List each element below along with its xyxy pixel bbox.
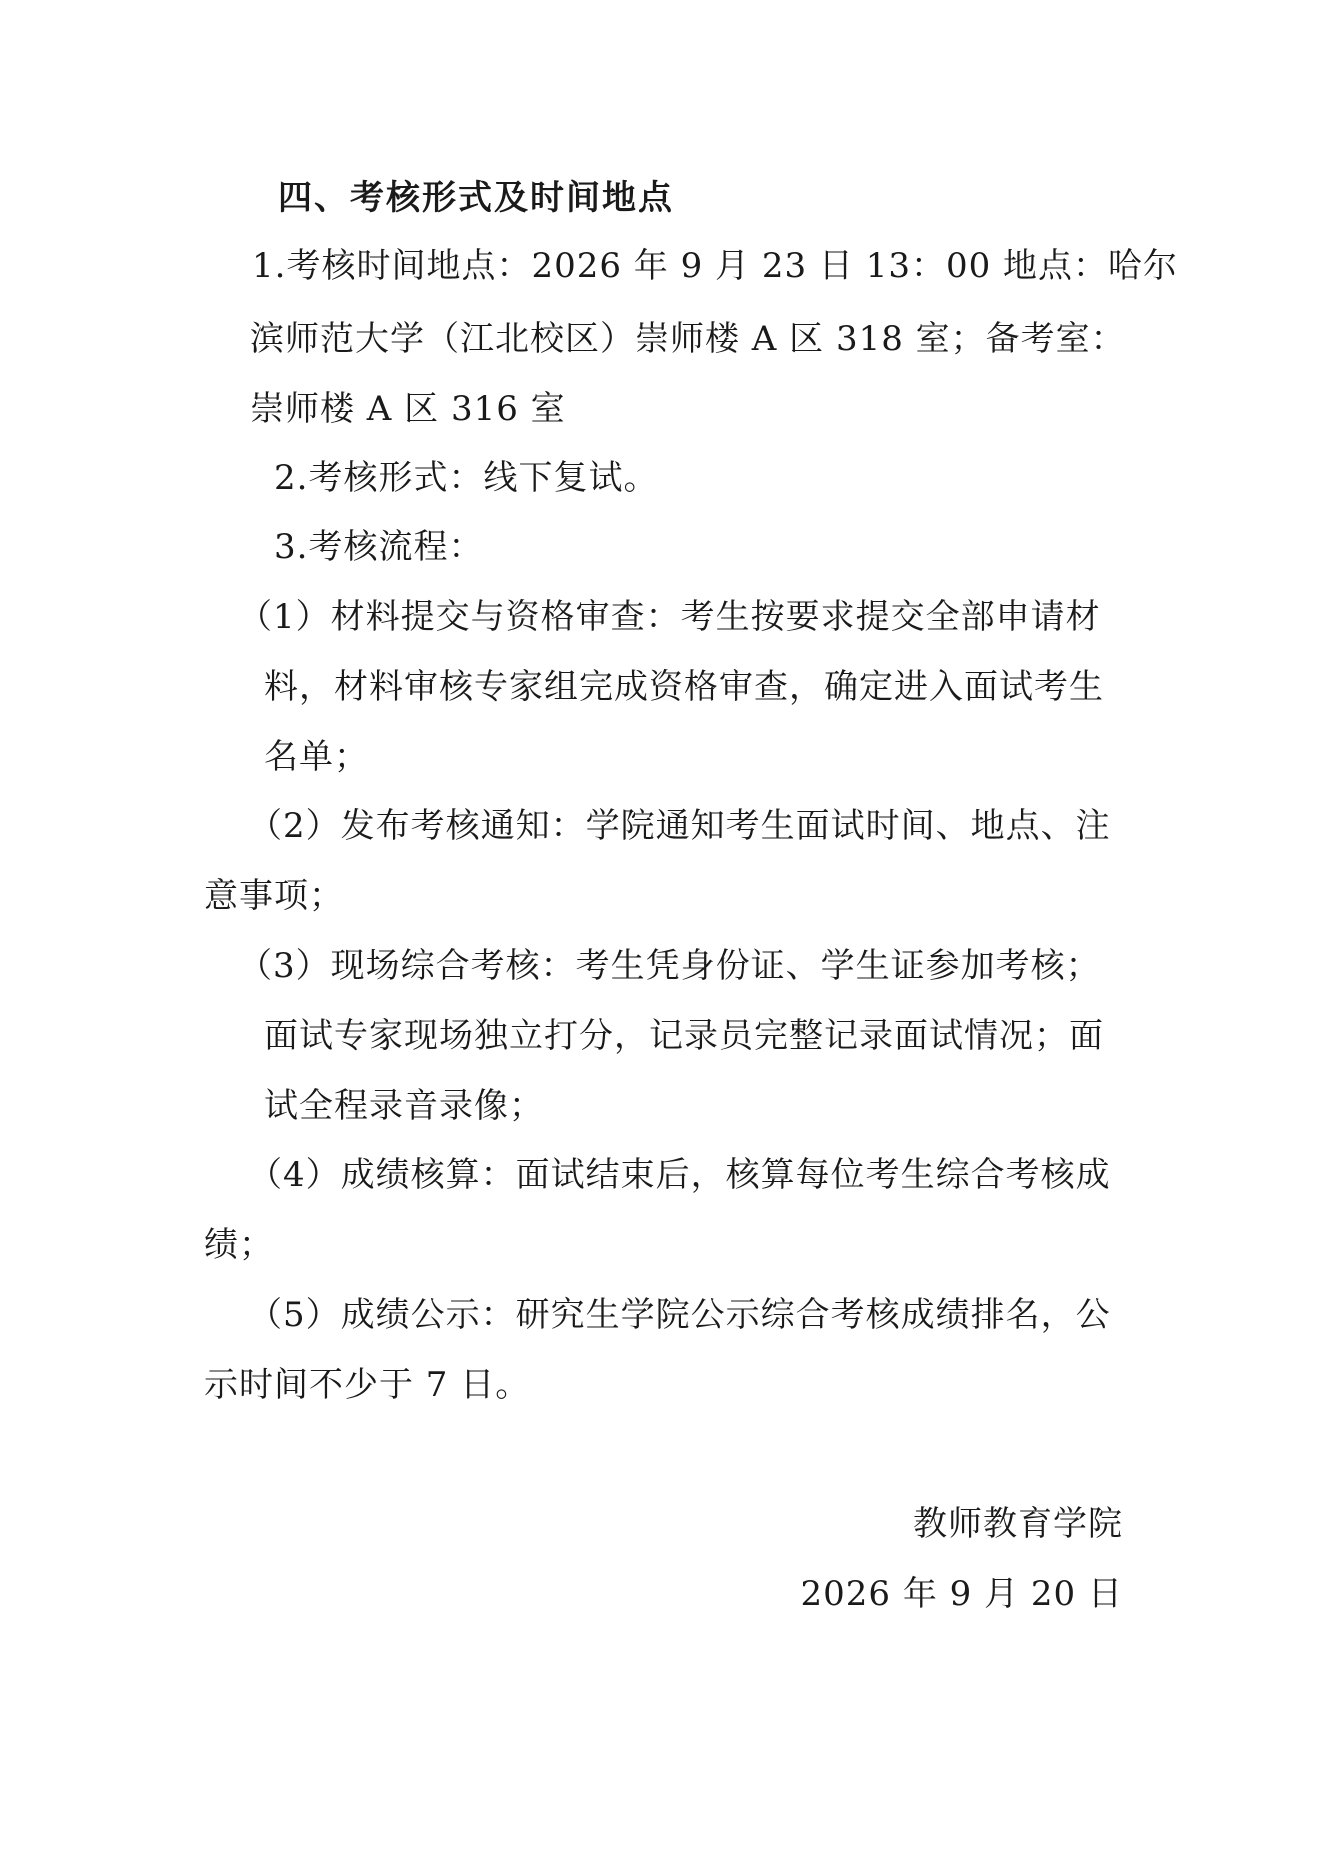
step4-line2: 绩； bbox=[204, 1225, 274, 1265]
step2-line2: 意事项； bbox=[204, 876, 344, 916]
step1-line2: 料，材料审核专家组完成资格审查，确定进入面试考生 bbox=[264, 667, 1104, 707]
step3-line2: 面试专家现场独立打分，记录员完整记录面试情况；面 bbox=[264, 1016, 1104, 1056]
item3-line: 3.考核流程： bbox=[274, 527, 484, 567]
item1-line3: 崇师楼 A 区 316 室 bbox=[250, 389, 566, 429]
item1-line1: 1.考核时间地点：2026 年 9 月 23 日 13：00 地点：哈尔 bbox=[252, 246, 1179, 286]
signature-org: 教师教育学院 bbox=[913, 1504, 1123, 1544]
step3-line3: 试全程录音录像； bbox=[264, 1086, 544, 1126]
step2-line1: （2）发布考核通知：学院通知考生面试时间、地点、注 bbox=[248, 806, 1111, 846]
step1-line3: 名单； bbox=[264, 737, 369, 777]
section-heading: 四、考核形式及时间地点 bbox=[278, 178, 674, 218]
step4-line1: （4）成绩核算：面试结束后，核算每位考生综合考核成 bbox=[248, 1155, 1111, 1195]
item1-line2: 滨师范大学（江北校区）崇师楼 A 区 318 室；备考室： bbox=[250, 319, 1126, 359]
step5-line2: 示时间不少于 7 日。 bbox=[204, 1365, 531, 1405]
item2-line: 2.考核形式：线下复试。 bbox=[274, 458, 659, 498]
step1-line1: （1）材料提交与资格审查：考生按要求提交全部申请材 bbox=[238, 597, 1101, 637]
step5-line1: （5）成绩公示：研究生学院公示综合考核成绩排名，公 bbox=[248, 1295, 1111, 1335]
step3-line1: （3）现场综合考核：考生凭身份证、学生证参加考核； bbox=[238, 946, 1101, 986]
signature-date: 2026 年 9 月 20 日 bbox=[800, 1574, 1123, 1614]
